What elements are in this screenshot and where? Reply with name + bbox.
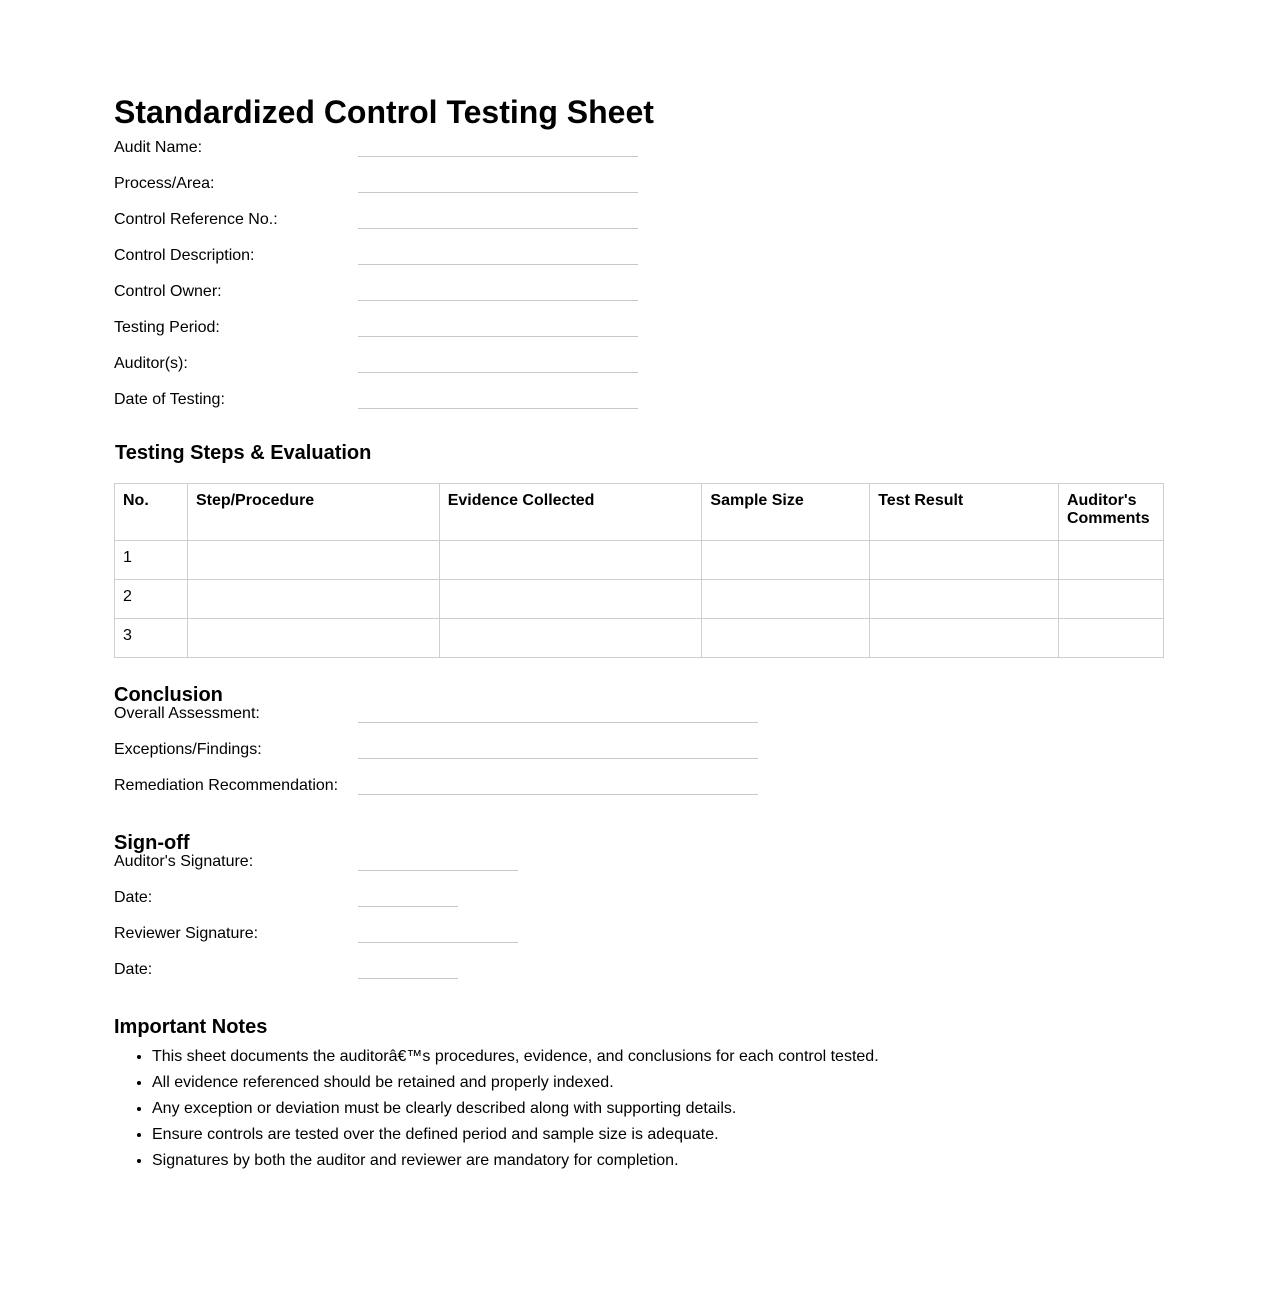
process-area-input-line[interactable]	[358, 192, 638, 193]
exceptions-findings-input-line[interactable]	[358, 758, 758, 759]
list-item: • This sheet documents the auditorâ€™s procedures, evidence, and conclusions for each control tested.	[152, 1044, 1164, 1070]
overall-assessment-input-line[interactable]	[358, 722, 758, 723]
control-owner-field	[114, 276, 1164, 312]
control-description-label: Control Description:	[114, 247, 255, 264]
step-procedure-cell[interactable]	[187, 619, 439, 658]
remediation-recommendation-field	[114, 770, 1164, 806]
table-row	[115, 541, 1164, 580]
test-result-cell[interactable]	[870, 541, 1059, 580]
auditors-field	[114, 348, 1164, 384]
auditor-date-field	[114, 882, 1164, 918]
auditor-signature-input-line[interactable]	[358, 870, 518, 871]
remediation-recommendation-input-line[interactable]	[358, 794, 758, 795]
reviewer-signature-field	[114, 918, 1164, 954]
list-item: • Signatures by both the auditor and reviewer are mandatory for completion.	[152, 1148, 1164, 1174]
date-of-testing-label: Date of Testing:	[114, 391, 225, 408]
step-procedure-cell[interactable]	[187, 541, 439, 580]
testing-steps-table	[114, 483, 1164, 658]
auditors-comments-cell[interactable]	[1058, 619, 1163, 658]
date-of-testing-input-line[interactable]	[358, 408, 638, 409]
list-item: • Any exception or deviation must be clearly described along with supporting details.	[152, 1096, 1164, 1122]
important-notes-list	[114, 1044, 1164, 1174]
step-procedure-cell[interactable]	[187, 580, 439, 619]
table-row	[115, 580, 1164, 619]
auditor-signature-field	[114, 846, 1164, 882]
overall-assessment-field	[114, 698, 1164, 734]
signoff-fields	[114, 846, 1164, 990]
control-testing-sheet	[114, 92, 1164, 1174]
testing-steps-heading: Testing Steps & Evaluation	[115, 442, 372, 464]
column-header-no: No.	[115, 484, 188, 541]
control-reference-field	[114, 204, 1164, 240]
evidence-collected-cell[interactable]	[439, 619, 702, 658]
list-item: • Ensure controls are tested over the defined period and sample size is adequate.	[152, 1122, 1164, 1148]
sample-size-cell[interactable]	[702, 541, 870, 580]
column-header-evidence-collected: Evidence Collected	[439, 484, 702, 541]
testing-period-label: Testing Period:	[114, 319, 220, 336]
audit-name-field	[114, 132, 1164, 168]
exceptions-findings-label: Exceptions/Findings:	[114, 741, 262, 758]
auditors-comments-cell[interactable]	[1058, 580, 1163, 619]
conclusion-fields	[114, 698, 1164, 806]
row-number-cell: 3	[115, 619, 188, 658]
sample-size-cell[interactable]	[702, 580, 870, 619]
control-owner-label: Control Owner:	[114, 283, 222, 300]
column-header-auditors-comments: Auditor's Comments	[1058, 484, 1163, 541]
testing-period-field	[114, 312, 1164, 348]
process-area-field	[114, 168, 1164, 204]
audit-name-label: Audit Name:	[114, 139, 203, 156]
row-number-cell: 2	[115, 580, 188, 619]
reviewer-signature-input-line[interactable]	[358, 942, 518, 943]
auditor-date-label: Date:	[114, 889, 153, 906]
auditors-label: Auditor(s):	[114, 355, 188, 372]
reviewer-date-input-line[interactable]	[358, 978, 458, 979]
control-description-field	[114, 240, 1164, 276]
control-owner-input-line[interactable]	[358, 300, 638, 301]
control-reference-label: Control Reference No.:	[114, 211, 278, 228]
auditor-signature-label: Auditor's Signature:	[114, 853, 254, 870]
test-result-cell[interactable]	[870, 580, 1059, 619]
control-description-input-line[interactable]	[358, 264, 638, 265]
reviewer-date-label: Date:	[114, 961, 153, 978]
date-of-testing-field	[114, 384, 1164, 420]
row-number-cell: 1	[115, 541, 188, 580]
auditors-comments-cell[interactable]	[1058, 541, 1163, 580]
table-row	[115, 619, 1164, 658]
overall-assessment-label: Overall Assessment:	[114, 705, 260, 722]
remediation-recommendation-label: Remediation Recommendation:	[114, 777, 339, 794]
signoff-heading: Sign-off	[114, 832, 190, 854]
column-header-step-procedure: Step/Procedure	[187, 484, 439, 541]
header-fields	[114, 132, 1164, 420]
exceptions-findings-field	[114, 734, 1164, 770]
evidence-collected-cell[interactable]	[439, 580, 702, 619]
table-header-row	[115, 484, 1164, 541]
process-area-label: Process/Area:	[114, 175, 215, 192]
testing-period-input-line[interactable]	[358, 336, 638, 337]
column-header-sample-size: Sample Size	[702, 484, 870, 541]
control-reference-input-line[interactable]	[358, 228, 638, 229]
reviewer-date-field	[114, 954, 1164, 990]
conclusion-heading: Conclusion	[114, 684, 223, 706]
list-item: • All evidence referenced should be retained and properly indexed.	[152, 1070, 1164, 1096]
evidence-collected-cell[interactable]	[439, 541, 702, 580]
reviewer-signature-label: Reviewer Signature:	[114, 925, 259, 942]
page-title: Standardized Control Testing Sheet	[114, 94, 654, 130]
sample-size-cell[interactable]	[702, 619, 870, 658]
auditors-input-line[interactable]	[358, 372, 638, 373]
auditor-date-input-line[interactable]	[358, 906, 458, 907]
column-header-test-result: Test Result	[870, 484, 1059, 541]
test-result-cell[interactable]	[870, 619, 1059, 658]
important-notes-heading: Important Notes	[114, 1016, 268, 1038]
audit-name-input-line[interactable]	[358, 156, 638, 157]
